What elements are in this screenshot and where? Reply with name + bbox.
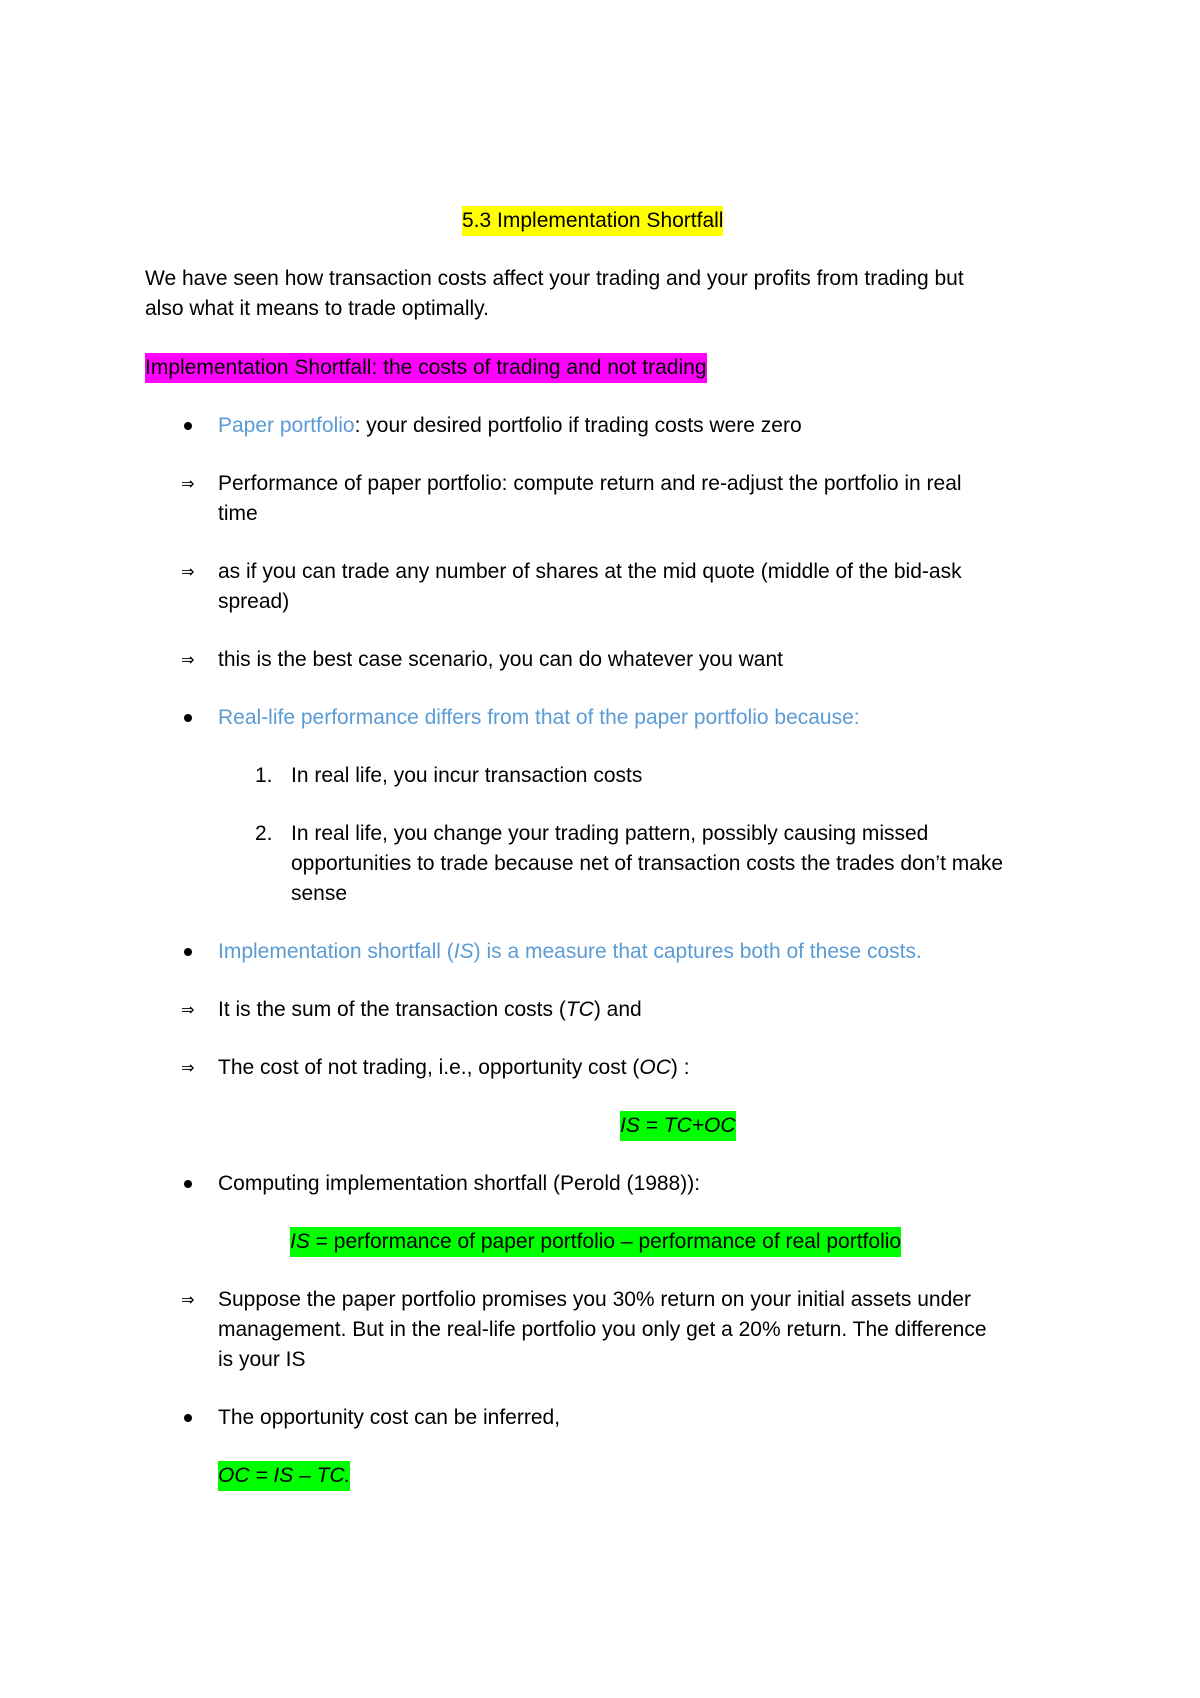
numbered-item-1: In real life, you incur transaction costs bbox=[291, 764, 643, 787]
arrow-icon: ⇒ bbox=[181, 1290, 195, 1309]
intro-line-1: We have seen how transaction costs affect your trading and your profits from trading but bbox=[145, 267, 964, 290]
sum-text-c: ) and bbox=[593, 998, 642, 1021]
best-case-text: this is the best case scenario, you can do whatever you want bbox=[218, 648, 783, 671]
list-number-1: 1. bbox=[255, 764, 273, 787]
numbered-item-2-line-1: In real life, you change your trading pattern, possibly causing missed bbox=[291, 822, 929, 845]
suppose-line-3: is your IS bbox=[218, 1348, 306, 1371]
sum-text bbox=[218, 995, 642, 1025]
formula-is-performance-a: IS bbox=[290, 1230, 310, 1253]
formula-is-performance bbox=[290, 1227, 901, 1257]
is-definition-a: Implementation shortfall ( bbox=[218, 940, 454, 963]
cost-text bbox=[218, 1053, 690, 1083]
formula-is-tc-oc: IS = TC+OC bbox=[620, 1111, 736, 1141]
opportunity-cost-text: The opportunity cost can be inferred, bbox=[218, 1406, 561, 1429]
arrow-icon: ⇒ bbox=[181, 1058, 195, 1077]
performance-line-2: time bbox=[218, 502, 258, 525]
sum-text-a: It is the sum of the transaction costs ( bbox=[218, 998, 566, 1021]
cost-text-c: ) : bbox=[670, 1056, 690, 1079]
bullet-icon bbox=[184, 948, 192, 956]
formula-oc: OC = IS – TC. bbox=[218, 1461, 350, 1491]
arrow-icon: ⇒ bbox=[181, 650, 195, 669]
suppose-line-2: management. But in the real-life portfolio you only get a 20% return. The difference bbox=[218, 1318, 987, 1341]
computing-text: Computing implementation shortfall (Perold (1988)): bbox=[218, 1172, 701, 1195]
bullet-icon bbox=[184, 422, 192, 430]
list-number-2: 2. bbox=[255, 822, 273, 845]
is-definition-b: IS bbox=[453, 940, 474, 963]
bullet-icon bbox=[184, 1414, 192, 1422]
section-heading: Implementation Shortfall: the costs of trading and not trading bbox=[145, 353, 707, 383]
intro-line-2: also what it means to trade optimally. bbox=[145, 297, 489, 320]
arrow-icon: ⇒ bbox=[181, 474, 195, 493]
numbered-item-2-line-3: sense bbox=[291, 882, 348, 905]
paper-portfolio-item bbox=[218, 411, 802, 441]
sum-text-b: TC bbox=[565, 998, 594, 1021]
paper-portfolio-text: : your desired portfolio if trading costs were zero bbox=[354, 414, 802, 437]
cost-text-b: OC bbox=[639, 1056, 671, 1079]
as-if-line-1: as if you can trade any number of shares at the mid quote (middle of the bid-ask bbox=[218, 560, 962, 583]
is-definition bbox=[218, 937, 922, 967]
numbered-item-2-line-2: opportunities to trade because net of transaction costs the trades don’t make bbox=[291, 852, 1004, 875]
formula-is-performance-b: = performance of paper portfolio – performance of real portfolio bbox=[309, 1230, 902, 1253]
arrow-icon: ⇒ bbox=[181, 562, 195, 581]
bullet-icon bbox=[184, 714, 192, 722]
page-title: 5.3 Implementation Shortfall bbox=[462, 206, 723, 236]
suppose-line-1: Suppose the paper portfolio promises you 30% return on your initial assets under bbox=[218, 1288, 971, 1311]
is-definition-c: ) is a measure that captures both of these costs. bbox=[473, 940, 922, 963]
bullet-icon bbox=[184, 1180, 192, 1188]
arrow-icon: ⇒ bbox=[181, 1000, 195, 1019]
performance-line-1: Performance of paper portfolio: compute return and re-adjust the portfolio in real bbox=[218, 472, 962, 495]
cost-text-a: The cost of not trading, i.e., opportunity cost ( bbox=[218, 1056, 640, 1079]
real-life-text: Real-life performance differs from that of the paper portfolio because: bbox=[218, 706, 860, 729]
paper-portfolio-term: Paper portfolio bbox=[218, 414, 355, 437]
as-if-line-2: spread) bbox=[218, 590, 290, 613]
